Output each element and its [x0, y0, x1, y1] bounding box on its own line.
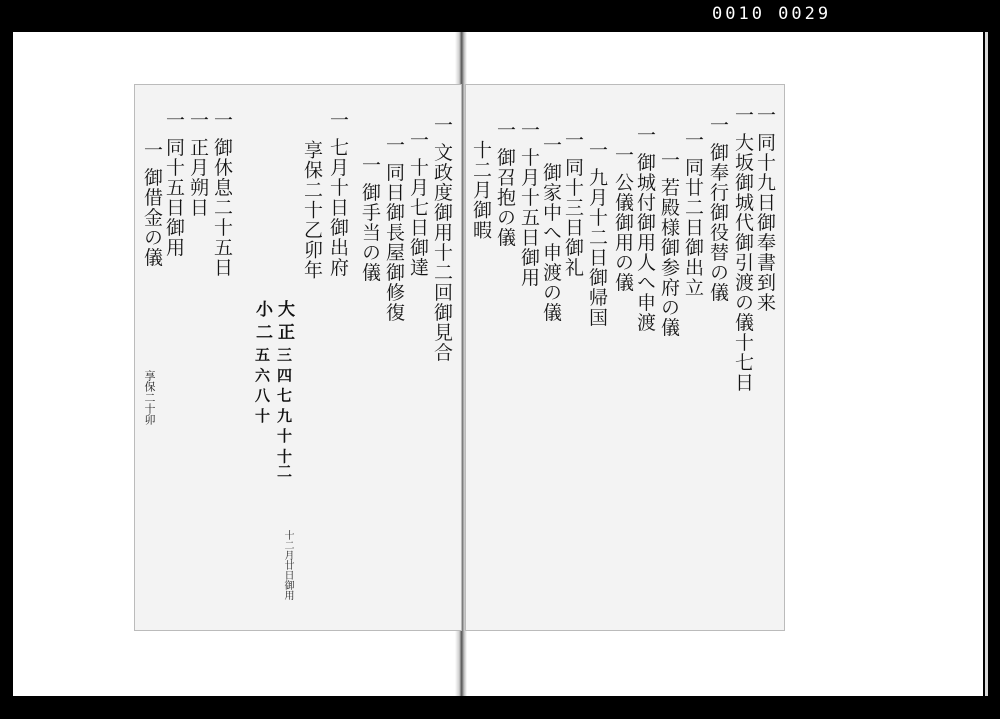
- right-line-1: 一 同十九日御奉書到来: [754, 105, 776, 313]
- calendar-note: 十二月廿日御用: [282, 530, 293, 600]
- margin-note: 享保二十卯: [143, 370, 156, 425]
- right-line-5: 一 若殿様御参府の儀: [658, 150, 680, 338]
- calendar-small-months: 五 六 八 十: [253, 347, 271, 423]
- left-line-4: 一 御手当の儀: [359, 155, 381, 283]
- right-line-2: 一 大坂御城代御引渡の儀十七日: [732, 105, 754, 393]
- edge-bleed: [985, 32, 988, 696]
- right-page: [466, 85, 784, 630]
- left-line-10: 一 御借金の儀: [141, 140, 163, 268]
- left-line-2: 一 十月七日御達: [407, 130, 429, 278]
- right-line-7: 一 公儀御用の儀: [612, 145, 634, 293]
- right-line-13: 十二月御暇: [470, 140, 492, 240]
- calendar-big-label: 大 正: [274, 300, 294, 340]
- left-line-8: 一 正月朔日: [187, 110, 209, 218]
- right-line-12: 一 御召抱の儀: [494, 120, 516, 248]
- left-page: [135, 85, 461, 630]
- calendar-big-months: 三 四 七 九 十 十二: [275, 347, 293, 479]
- left-line-1: 一 文政度御用十二回御見合: [431, 115, 453, 363]
- frame-counter: 0010 0029: [712, 4, 832, 24]
- left-line-6: 享保二十乙卯年: [301, 140, 323, 280]
- right-line-3: 一 御奉行御役替の儀: [707, 115, 729, 303]
- right-line-10: 一 御家中へ申渡の儀: [540, 135, 562, 323]
- left-line-9: 一 同十五日御用: [163, 110, 185, 258]
- right-line-9: 一 同十三日御礼: [562, 130, 584, 278]
- right-line-6: 一 御城付御用人へ申渡: [634, 125, 656, 333]
- left-line-7: 一 御休息二十五日: [211, 110, 233, 278]
- right-line-11: 一 十月十五日御用: [518, 120, 540, 288]
- calendar-small-label: 小 二: [252, 300, 272, 340]
- left-line-5: 一 七月十日御出府: [327, 110, 349, 278]
- left-line-3: 一 同日御長屋御修復: [383, 135, 405, 323]
- right-line-8: 一 九月十二日御帰国: [586, 140, 608, 328]
- right-line-4: 一 同廿二日御出立: [682, 130, 704, 298]
